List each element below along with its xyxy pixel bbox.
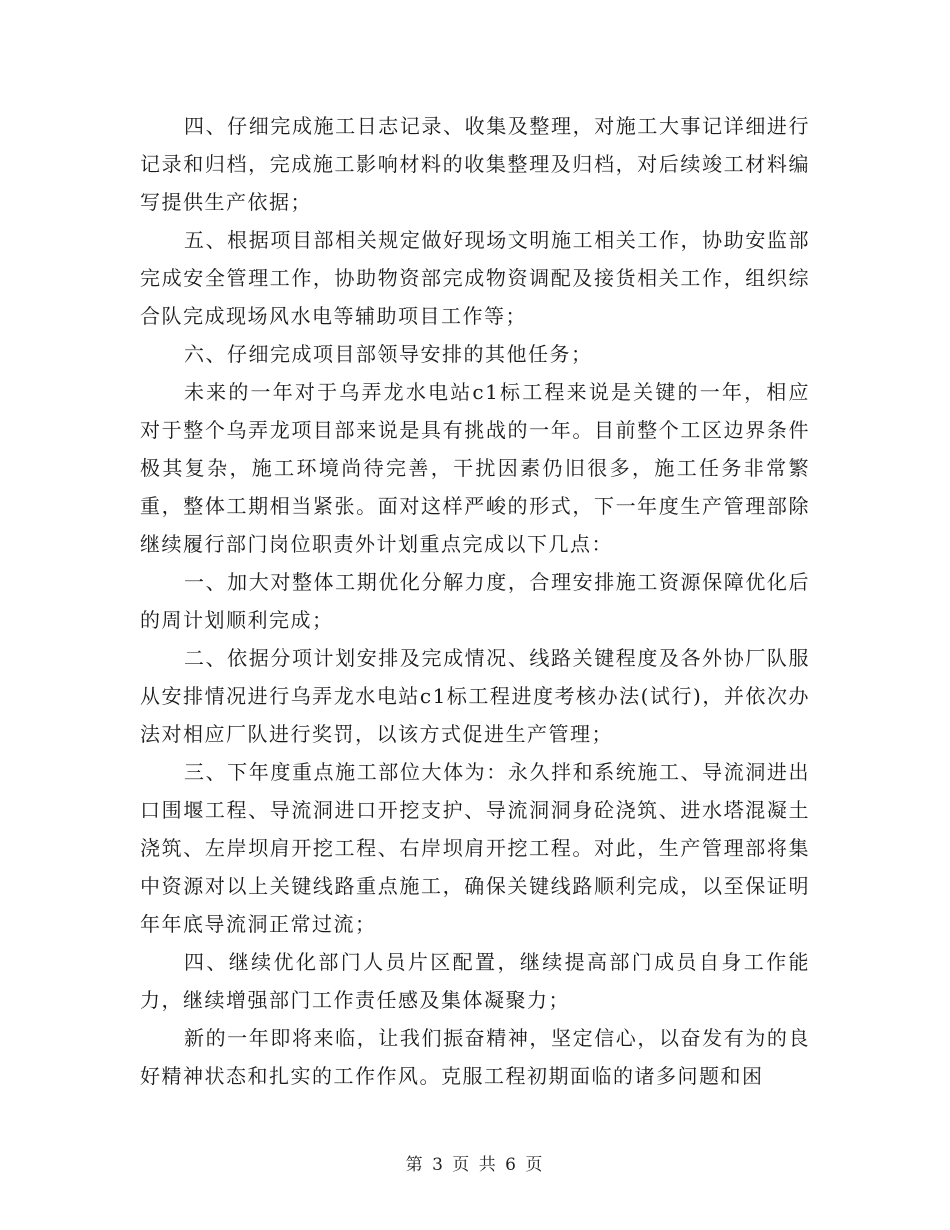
paragraph-task-6: 六、仔细完成项目部领导安排的其他任务； <box>184 342 593 366</box>
document-body <box>140 107 810 1095</box>
paragraph-task-5: 五、根据项目部相关规定做好现场文明施工相关工作，协助安监部完成安全管理工作，协助物资部完成物资调配及接货相关工作，组织综合队完成现场风水电等辅助项目工作等； <box>140 228 810 328</box>
paragraph-plan-3: 三、下年度重点施工部位大体为：永久拌和系统施工、导流洞进出口围堰工程、导流洞进口开挖支护、导流洞洞身砼浇筑、进水塔混凝土浇筑、左岸坝肩开挖工程、右岸坝肩开挖工程。对此，生产管理部将集中资源对以上关键线路重点施工，确保关键线路顺利完成，以至保证明年年底导流洞正常过流； <box>140 760 810 936</box>
paragraph-task-4: 四、仔细完成施工日志记录、收集及整理，对施工大事记详细进行记录和归档，完成施工影响材料的收集整理及归档，对后续竣工材料编写提供生产依据； <box>140 114 810 214</box>
paragraph-plan-2: 二、依据分项计划安排及完成情况、线路关键程度及各外协厂队服从安排情况进行乌弄龙水电站c1标工程进度考核办法(试行)，并依次办法对相应厂队进行奖罚，以该方式促进生产管理； <box>140 646 810 746</box>
paragraph-outlook: 未来的一年对于乌弄龙水电站c1标工程来说是关键的一年，相应对于整个乌弄龙项目部来说是具有挑战的一年。目前整个工区边界条件极其复杂，施工环境尚待完善，干扰因素仍旧很多，施工任务非常繁重，整体工期相当紧张。面对这样严峻的形式，下一年度生产管理部除继续履行部门岗位职责外计划重点完成以下几点： <box>140 380 810 556</box>
paragraph-closing: 新的一年即将来临，让我们振奋精神，坚定信心，以奋发有为的良好精神状态和扎实的工作作风。克服工程初期面临的诸多问题和困 <box>140 1026 810 1088</box>
page-number-footer: 第 3 页 共 6 页 <box>405 1155 545 1175</box>
paragraph-plan-4: 四、继续优化部门人员片区配置，继续提高部门成员自身工作能力，继续增强部门工作责任感及集体凝聚力； <box>140 950 810 1012</box>
paragraph-plan-1: 一、加大对整体工期优化分解力度，合理安排施工资源保障优化后的周计划顺利完成； <box>140 570 810 632</box>
